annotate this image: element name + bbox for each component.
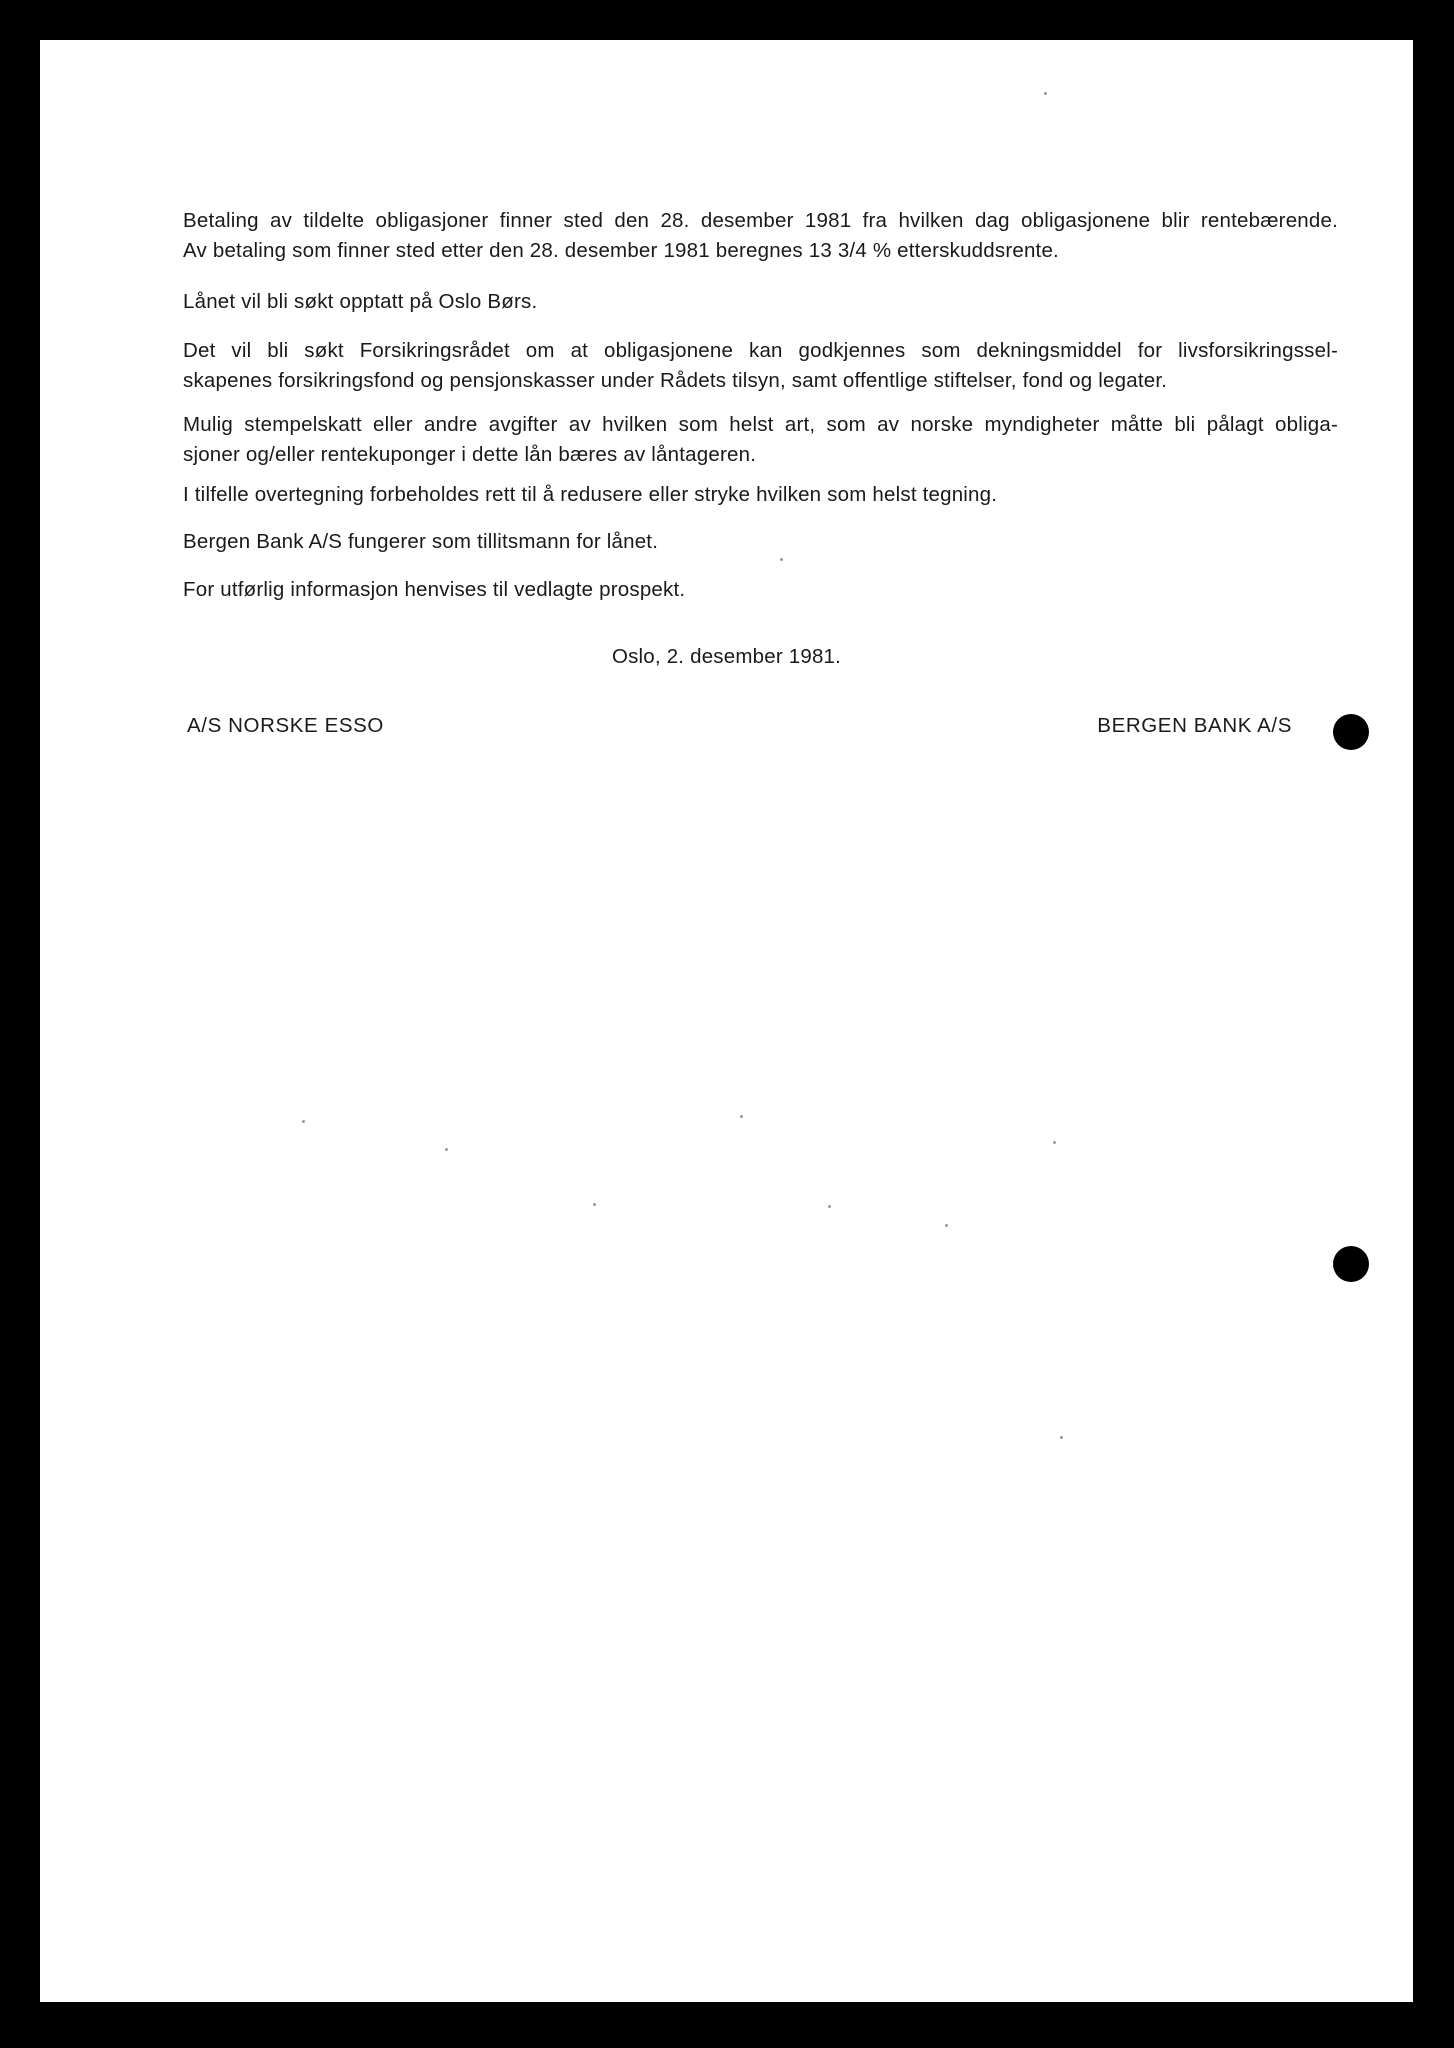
place-date: Oslo, 2. desember 1981. (611, 645, 842, 668)
scan-speck (302, 1120, 305, 1123)
punch-hole-upper (1333, 714, 1369, 750)
paragraph-payment-line-1: Betaling av tildelte obligasjoner finner sted den 28. desember 1981 fra hvilken dag obligasjonene blir rentebærende. (183, 209, 1338, 232)
paragraph-payment (183, 206, 1338, 266)
paragraph-insurance (183, 336, 1338, 396)
paragraph-listing-line: Lånet vil bli søkt opptatt på Oslo Børs. (183, 290, 538, 313)
document-page (40, 40, 1413, 2002)
scan-speck (1044, 92, 1047, 95)
signatory-bergen-bank: BERGEN BANK A/S (1097, 714, 1292, 737)
paragraph-prospectus (183, 575, 1338, 605)
paragraph-trustee (183, 527, 1338, 557)
paragraph-payment-line-2: Av betaling som finner sted etter den 28. desember 1981 beregnes 13 3/4 % etterskuddsrente. (183, 239, 1059, 262)
paragraph-stamp-duty-line-1: Mulig stempelskatt eller andre avgifter av hvilken som helst art, som av norske myndigheter måtte bli pålagt obliga- (183, 413, 1338, 436)
paragraph-listing (183, 287, 1338, 317)
scan-speck (1053, 1141, 1056, 1144)
scan-speck (828, 1205, 831, 1208)
paragraph-prospectus-line: For utførlig informasjon henvises til vedlagte prospekt. (183, 578, 686, 601)
paragraph-oversubscription-line: I tilfelle overtegning forbeholdes rett til å redusere eller stryke hvilken som helst tegning. (183, 483, 998, 506)
paragraph-oversubscription (183, 480, 1338, 510)
scan-speck (445, 1148, 448, 1151)
paragraph-stamp-duty (183, 410, 1338, 470)
signatory-norske-esso: A/S NORSKE ESSO (187, 714, 384, 737)
paragraph-stamp-duty-line-2: sjoner og/eller rentekuponger i dette lån bæres av låntageren. (183, 443, 757, 466)
scan-speck (945, 1224, 948, 1227)
paragraph-insurance-line-2: skapenes forsikringsfond og pensjonskasser under Rådets tilsyn, samt offentlige stiftelser, fond og legater. (183, 369, 1168, 392)
punch-hole-lower (1333, 1246, 1369, 1282)
scan-speck (740, 1115, 743, 1118)
scan-speck (593, 1203, 596, 1206)
paragraph-trustee-line: Bergen Bank A/S fungerer som tillitsmann for lånet. (183, 530, 659, 553)
scan-speck (780, 558, 783, 561)
scan-speck (1060, 1436, 1063, 1439)
paragraph-insurance-line-1: Det vil bli søkt Forsikringsrådet om at obligasjonene kan godkjennes som dekningsmiddel for livsforsikringssel- (183, 339, 1338, 362)
